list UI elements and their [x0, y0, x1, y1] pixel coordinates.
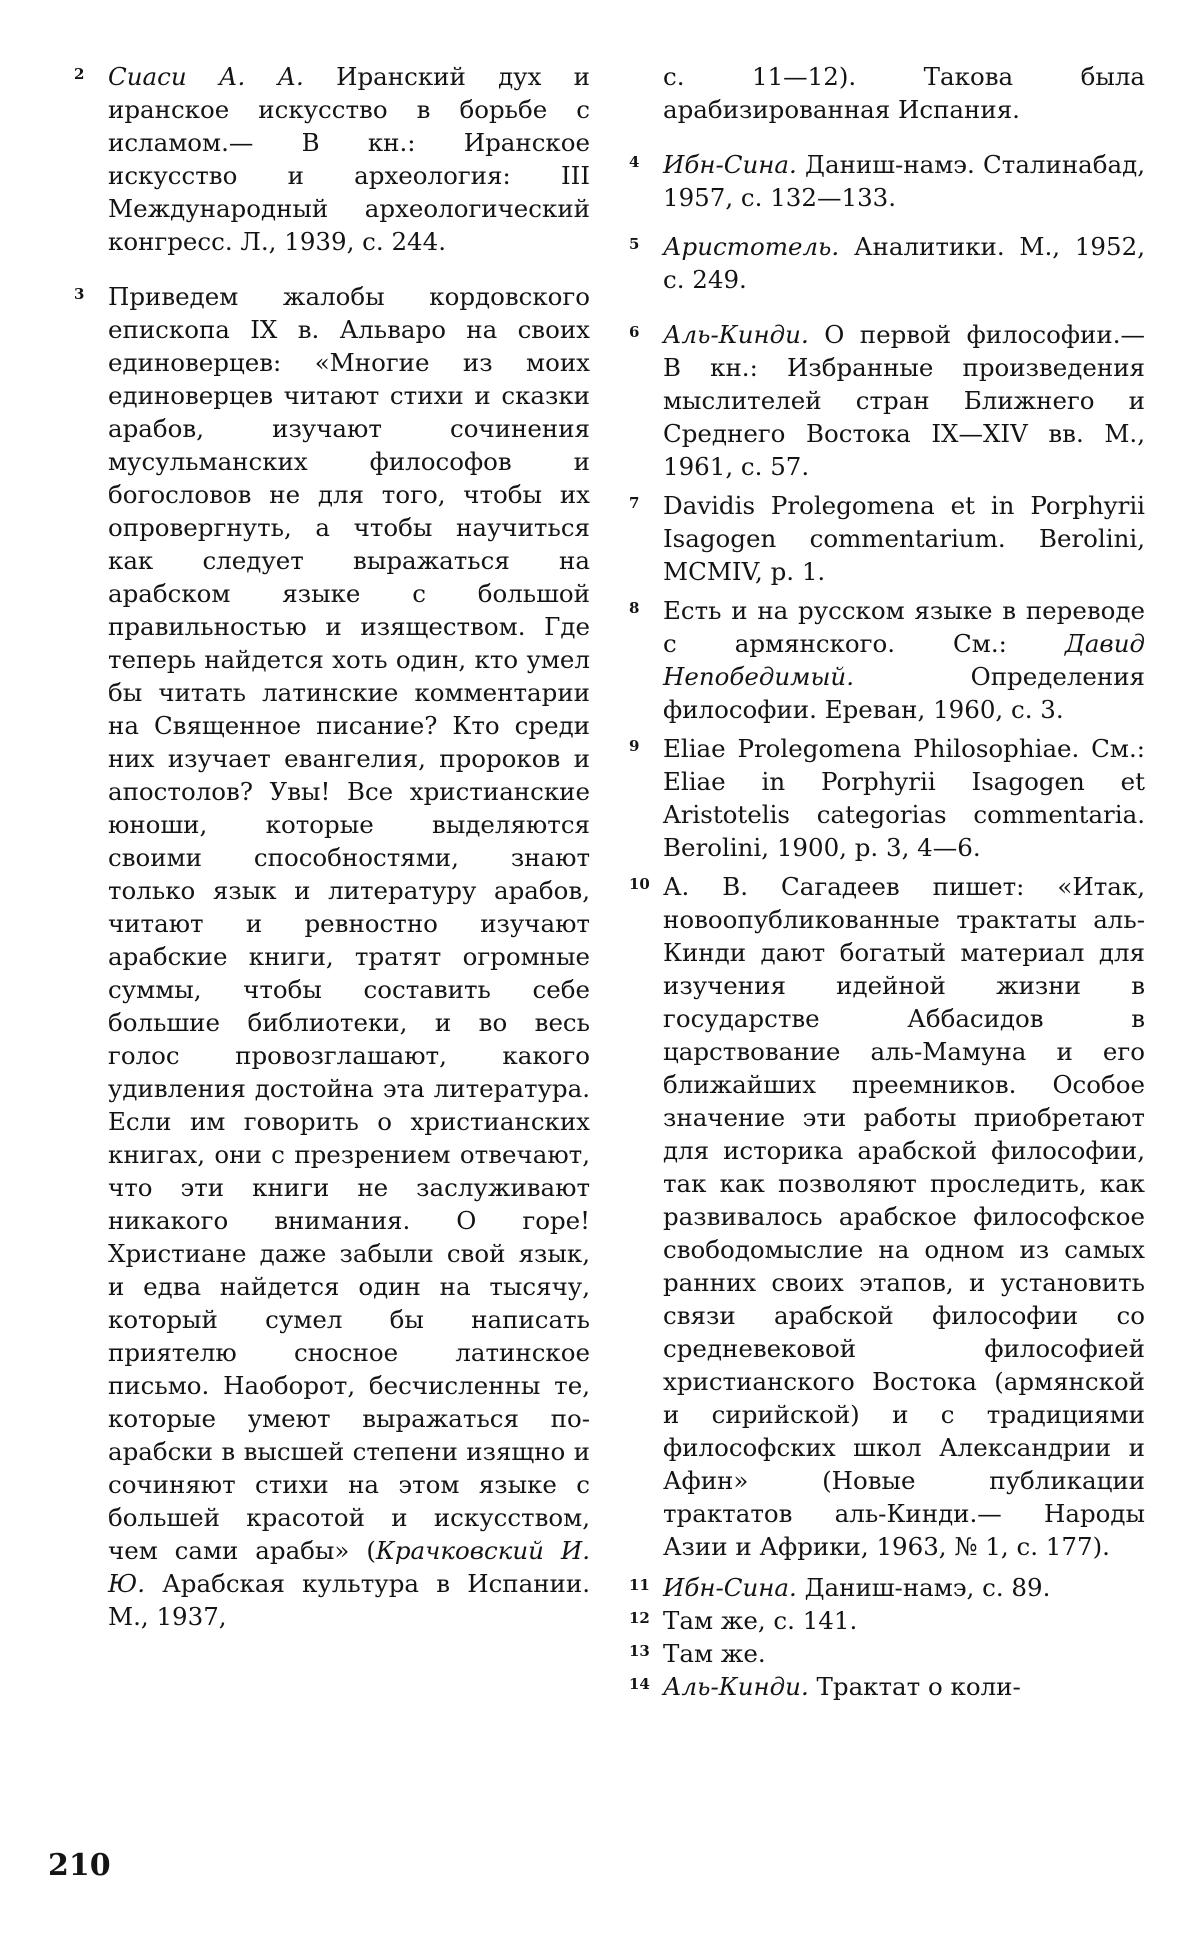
footnote-9: [625, 732, 1145, 864]
footnote-text: Eliae Prolegomena Philosophiae. См.: Eliae in Porphyrii Isagogen et Aristotelis categorias commentaria. Berolini, 1900, p. 3, 4—6.: [663, 734, 1145, 862]
page-number: 210: [48, 1848, 111, 1883]
footnote-author: Сиаси А. А.: [108, 62, 304, 91]
footnote-text-continued: Определения философии. Ереван, 1960, с. 3.: [663, 662, 1145, 724]
footnote-3: [70, 280, 590, 1633]
footnote-author: Аристотель.: [663, 232, 840, 261]
footnote-author: Ибн-Сина.: [663, 150, 797, 179]
footnote-text: Аналитики. М., 1952, с. 249.: [663, 232, 1145, 294]
footnote-author: Аль-Кинди.: [663, 1672, 809, 1701]
footnote-number: 9: [629, 737, 640, 755]
footnote-text: Приведем жалобы кордовского епископа IX в. Альваро на своих единоверцев: «Многие из моих единоверцев читают стихи и сказки арабов, изучают сочинения мусульманских философов и богословов не для того, чтобы их опровергнуть, а чтобы научиться как следует выражаться на арабском языке с большой правильностью и изяществом. Где теперь найдется хоть один, кто умел бы читать латинские комментарии на Священное писание? Кто среди них изучает евангелия, пророков и апостолов? Увы! Все христианские юноши, которые выделяются своими способностями, знают только язык и литературу арабов, читают и ревностно изучают арабские книги, тратят огромные суммы, чтобы составить себе большие библиотеки, и во весь голос провозглашают, какого удивления достойна эта литература. Если им говорить о христианских книгах, они с презрением отвечают, что эти книги не заслуживают никакого внимания. О горе! Христиане даже забыли свой язык, и едва найдется один на тысячу, который сумел бы написать приятелю сносное латинское письмо. Наоборот, бесчисленны те, которые умеют выражаться по-арабски в высшей степени изящно и сочиняют стихи на этом языке с большей красотой и искусством, чем сами арабы» (: [108, 282, 590, 1565]
footnote-13: [625, 1637, 1145, 1670]
footnote-number: 14: [629, 1675, 650, 1693]
footnote-number: 13: [629, 1642, 650, 1660]
footnote-number: 3: [74, 285, 85, 303]
footnote-author: Ибн-Сина.: [663, 1573, 797, 1602]
footnote-text: Даниш-намэ. Сталинабад, 1957, с. 132—133.: [663, 150, 1145, 212]
footnote-5: [625, 230, 1145, 296]
footnote-text: Даниш-намэ, с. 89.: [796, 1573, 1051, 1602]
footnote-text-continued: Арабская культура в Испании. М., 1937,: [108, 1569, 590, 1631]
footnote-author: Аль-Кинди.: [663, 320, 809, 349]
footnote-10: [625, 870, 1145, 1563]
footnote-text: Трактат о коли-: [808, 1672, 1021, 1701]
footnote-text: А. В. Сагадеев пишет: «Итак, новоопубликованные трактаты аль-Кинди дают богатый материал для изучения идейной жизни в государстве Аббасидов в царствование аль-Мамуна и его ближайших преемников. Особое значение эти работы приобретают для историка арабской философии, так как позволяют проследить, как развивалось арабское философское свободомыслие на одном из самых ранних своих этапов, и установить связи арабской философии со средневековой философией христианского Востока (армянской и сирийской) и с традициями философских школ Александрии и Афин» (Новые публикации трактатов аль-Кинди.— Народы Азии и Африки, 1963, № 1, с. 177).: [663, 872, 1145, 1561]
footnote-number: 4: [629, 153, 640, 171]
footnote-text: Там же, с. 141.: [663, 1606, 858, 1635]
footnote-text: Там же.: [663, 1639, 766, 1668]
footnote-text: Davidis Prolegomena et in Porphyrii Isagogen commentarium. Berolini, MCMIV, p. 1.: [663, 491, 1145, 586]
footnote-3-continuation: [625, 60, 1145, 126]
footnote-number: 6: [629, 323, 640, 341]
footnote-text: Есть и на русском языке в переводе с армянского. См.:: [663, 596, 1145, 658]
footnote-number: 10: [629, 875, 650, 893]
footnote-7: [625, 489, 1145, 588]
footnote-12: [625, 1604, 1145, 1637]
footnote-text: О первой философии.— В кн.: Избранные произведения мыслителей стран Ближнего и Среднего Востока IX—XIV вв. М., 1961, с. 57.: [663, 320, 1145, 481]
footnote-number: 7: [629, 494, 640, 512]
left-column: [70, 60, 590, 1655]
right-column: [625, 60, 1145, 1703]
footnote-number: 11: [629, 1576, 650, 1594]
footnote-text: Иранский дух и иранское искусство в борьбе с исламом.— В кн.: Иранское искусство и археология: III Международный археологический конгресс. Л., 1939, с. 244.: [108, 62, 590, 256]
footnote-author: Давид Непобедимый.: [663, 629, 1145, 691]
footnote-number: 12: [629, 1609, 650, 1627]
footnote-text: с. 11—12). Такова была арабизированная Испания.: [663, 62, 1145, 124]
footnote-author: Крачковский И. Ю.: [108, 1536, 590, 1598]
footnote-number: 8: [629, 599, 640, 617]
footnote-4: [625, 148, 1145, 214]
footnote-6: [625, 318, 1145, 483]
footnote-14: [625, 1670, 1145, 1703]
footnote-number: 5: [629, 235, 640, 253]
footnote-11: [625, 1571, 1145, 1604]
footnote-number: 2: [74, 65, 85, 83]
footnote-8: [625, 594, 1145, 726]
footnote-2: [70, 60, 590, 258]
